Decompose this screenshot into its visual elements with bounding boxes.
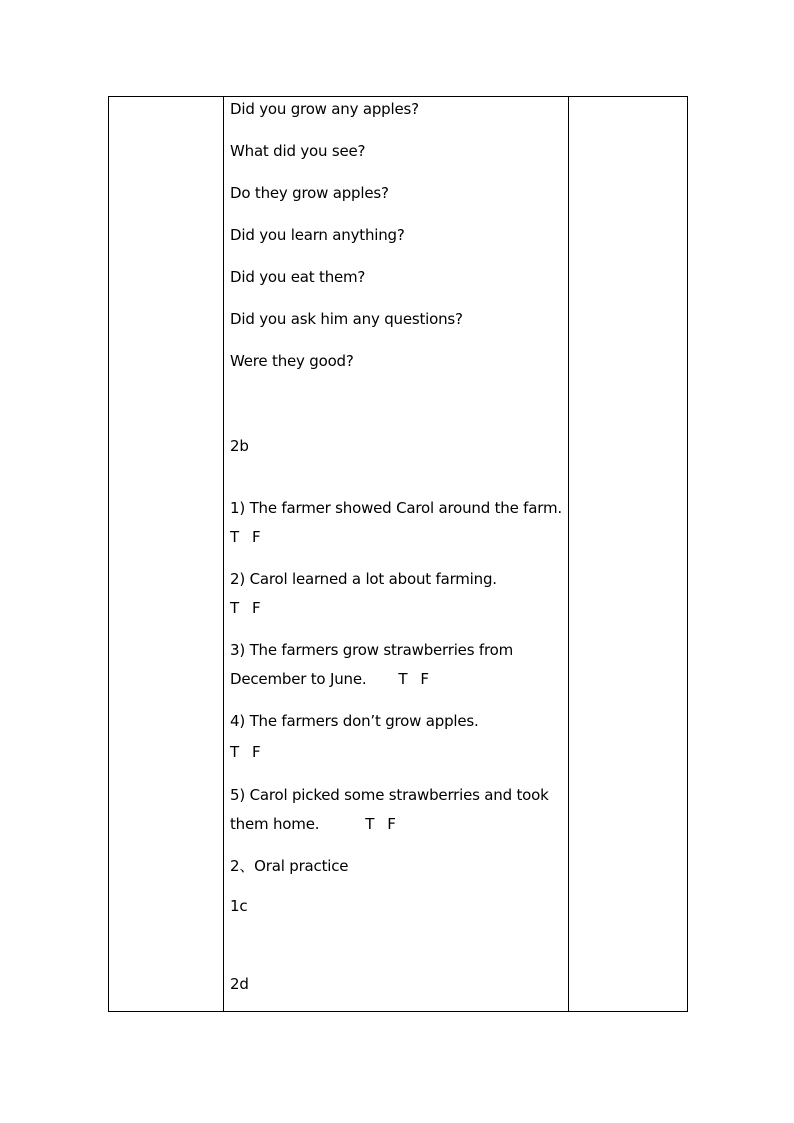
statement-1: 1) The farmer showed Carol around the farm.	[230, 499, 562, 517]
false-label: F	[252, 599, 261, 617]
statement-2: 2) Carol learned a lot about farming.	[230, 570, 497, 588]
false-label: F	[252, 743, 261, 761]
question-1: Did you grow any apples?	[230, 100, 419, 118]
statement-3-cont	[230, 669, 429, 689]
true-label: T	[230, 743, 239, 761]
oral-practice-heading: 2、Oral practice	[230, 857, 349, 875]
question-5: Did you eat them?	[230, 268, 366, 286]
statement-3: 3) The farmers grow strawberries from	[230, 641, 513, 659]
statement-5-cont	[230, 814, 396, 834]
lesson-table	[108, 96, 688, 1012]
false-label: F	[252, 528, 261, 546]
statement-5: 5) Carol picked some strawberries and took	[230, 786, 549, 804]
true-label: T	[230, 528, 239, 546]
statement-5-line2: them home.	[230, 815, 320, 833]
left-column-cell	[109, 97, 224, 1012]
table-row	[109, 97, 688, 1012]
question-2: What did you see?	[230, 142, 366, 160]
statement-2-tf	[230, 598, 260, 618]
statement-1-tf	[230, 527, 260, 547]
item-2d: 2d	[230, 975, 249, 993]
section-2b-label: 2b	[230, 437, 249, 455]
statement-3-line2: December to June.	[230, 670, 367, 688]
right-column-cell	[569, 97, 688, 1012]
true-label: T	[230, 599, 239, 617]
false-label: F	[387, 815, 396, 833]
false-label: F	[420, 670, 429, 688]
statement-4-tf	[230, 742, 260, 762]
item-1c: 1c	[230, 897, 248, 915]
true-label: T	[365, 815, 375, 833]
content-area	[224, 97, 568, 1011]
question-7: Were they good?	[230, 352, 354, 370]
question-4: Did you learn anything?	[230, 226, 405, 244]
question-3: Do they grow apples?	[230, 184, 389, 202]
question-6: Did you ask him any questions?	[230, 310, 463, 328]
content-column-cell	[224, 97, 569, 1012]
statement-4: 4) The farmers don’t grow apples.	[230, 712, 479, 730]
true-label: T	[398, 670, 408, 688]
